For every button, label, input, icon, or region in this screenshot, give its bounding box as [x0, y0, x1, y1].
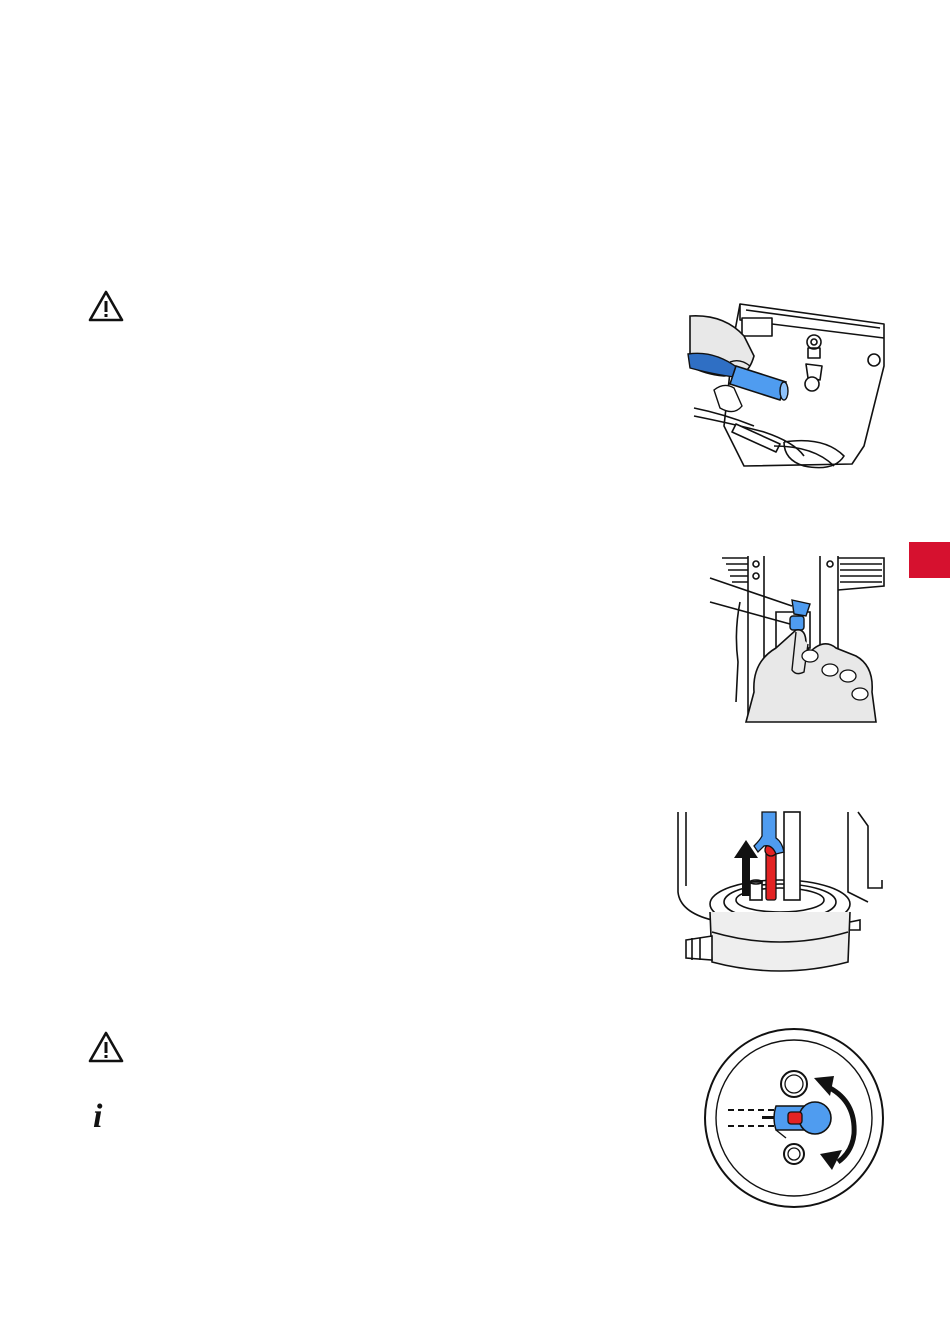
chapter-side-tab	[909, 542, 950, 578]
hose-connection-illustration	[684, 296, 888, 472]
cap-removal-illustration	[706, 552, 888, 722]
info-icon: i	[93, 1098, 103, 1135]
warning-triangle-icon	[88, 290, 124, 322]
pull-up-rod-illustration	[672, 812, 888, 976]
rotate-lock-illustration	[702, 1026, 886, 1210]
warning-triangle-icon	[88, 1031, 124, 1063]
